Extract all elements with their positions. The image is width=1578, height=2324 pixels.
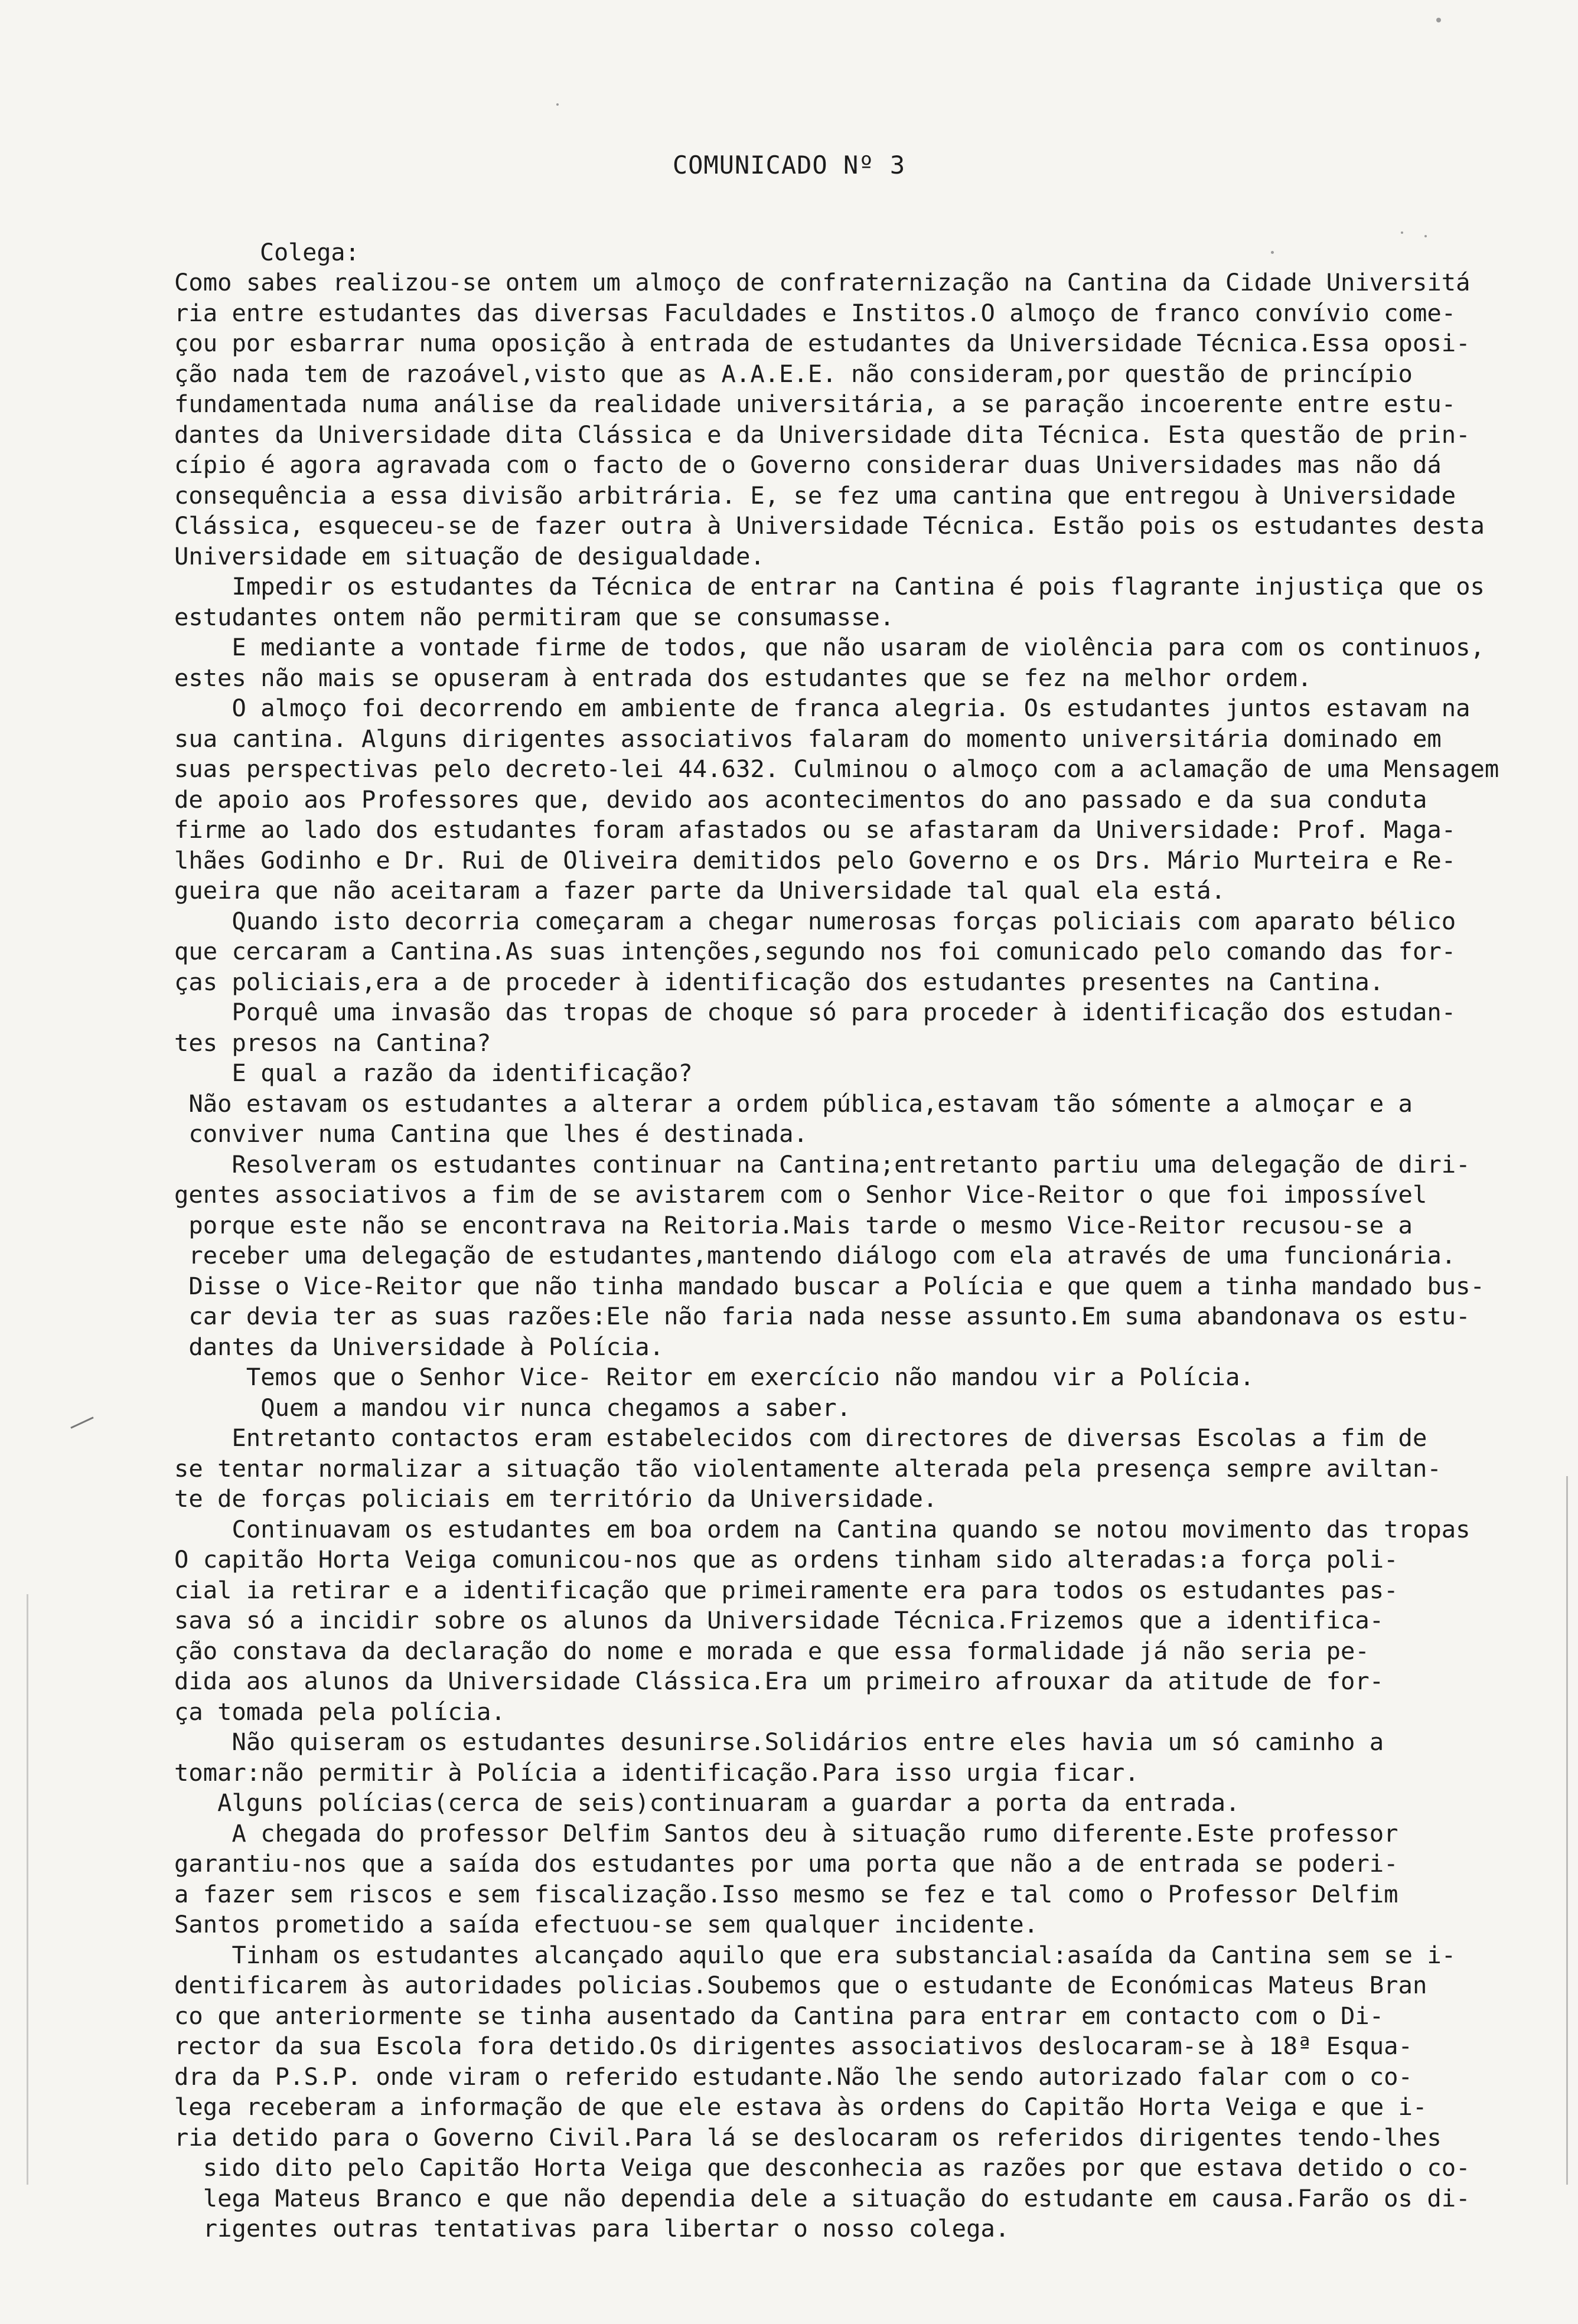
text-line: A chegada do professor Delfim Santos deu à situação rumo diferente.Este professor — [174, 1819, 1398, 1848]
text-line: porque este não se encontrava na Reitoria.Mais tarde o mesmo Vice-Reitor recusou-se a — [174, 1210, 1413, 1239]
scan-speck — [1271, 251, 1274, 254]
scan-speck — [556, 103, 559, 106]
text-line: lega receberam a informação de que ele estava às ordens do Capitão Horta Veiga e que i- — [174, 2093, 1427, 2121]
binding-edge — [27, 1594, 28, 2185]
text-line: consequência a essa divisão arbitrária. E, se fez uma cantina que entregou à Universidade — [174, 481, 1456, 510]
document-body — [174, 267, 1550, 2244]
text-line: estes não mais se opuseram à entrada dos estudantes que se fez na melhor ordem. — [174, 663, 1312, 692]
text-line: Continuavam os estudantes em boa ordem na Cantina quando se notou movimento das tropas — [174, 1514, 1471, 1543]
text-line: car devia ter as suas razões:Ele não faria nada nesse assunto.Em suma abandonava os estu- — [174, 1302, 1471, 1330]
text-line: garantiu-nos que a saída dos estudantes por uma porta que não a de entrada se poderi- — [174, 1849, 1398, 1878]
text-line: cial ia retirar e a identificação que primeiramente era para todos os estudantes pas- — [174, 1575, 1398, 1604]
text-line: co que anteriormente se tinha ausentado da Cantina para entrar em contacto com o Di- — [174, 2001, 1384, 2030]
text-line: fundamentada numa análise da realidade universitária, a se paração incoerente entre estu- — [174, 390, 1456, 418]
document-title: COMUNICADO Nº 3 — [672, 151, 906, 179]
text-line: se tentar normalizar a situação tão violentamente alterada pela presença sempre aviltan- — [174, 1454, 1442, 1483]
text-line: dantes da Universidade dita Clássica e da Universidade dita Técnica. Esta questão de prin- — [174, 420, 1471, 449]
text-line: Alguns polícias(cerca de seis)continuaram a guardar a porta da entrada. — [174, 1788, 1240, 1817]
text-line: Disse o Vice-Reitor que não tinha mandado buscar a Polícia e que quem a tinha mandado bus- — [174, 1271, 1485, 1300]
text-line: Temos que o Senhor Vice- Reitor em exercício não mandou vir a Polícia. — [174, 1363, 1254, 1391]
text-line: Universidade em situação de desigualdade. — [174, 541, 765, 570]
text-line: dida aos alunos da Universidade Clássica.Era um primeiro afrouxar da atitude de for- — [174, 1667, 1384, 1695]
text-line: ção nada tem de razoável,visto que as A.A.E.E. não consideram,por questão de princípio — [174, 359, 1413, 388]
text-line: Não estavam os estudantes a alterar a ordem pública,estavam tão sómente a almoçar e a — [174, 1089, 1413, 1118]
text-line: tes presos na Cantina? — [174, 1028, 491, 1057]
text-line: sua cantina. Alguns dirigentes associativos falaram do momento universitária dominado em — [174, 724, 1442, 753]
text-line: receber uma delegação de estudantes,mantendo diálogo com ela através de uma funcionária. — [174, 1241, 1456, 1269]
text-line: estudantes ontem não permitiram que se consumasse. — [174, 602, 895, 631]
text-line: gueira que não aceitaram a fazer parte da Universidade tal qual ela está. — [174, 876, 1225, 905]
text-line: lhães Godinho e Dr. Rui de Oliveira demitidos pelo Governo e os Drs. Mário Murteira e Re- — [174, 846, 1456, 874]
text-line: rector da sua Escola fora detido.Os dirigentes associativos deslocaram-se à 18ª Esqua- — [174, 2032, 1413, 2060]
text-line: a fazer sem riscos e sem fiscalização.Isso mesmo se fez e tal como o Professor Delfim — [174, 1879, 1398, 1908]
text-line: Não quiseram os estudantes desunirse.Solidários entre eles havia um só caminho a — [174, 1728, 1384, 1756]
text-line: conviver numa Cantina que lhes é destinada. — [174, 1119, 808, 1148]
text-line: Clássica, esqueceu-se de fazer outra à Universidade Técnica. Estão pois os estudantes desta — [174, 511, 1485, 540]
text-line: ça tomada pela polícia. — [174, 1697, 506, 1726]
text-line: ria detido para o Governo Civil.Para lá se deslocaram os referidos dirigentes tendo-lhes — [174, 2123, 1442, 2152]
text-line: çou por esbarrar numa oposição à entrada de estudantes da Universidade Técnica.Essa oposi- — [174, 329, 1471, 357]
text-line: suas perspectivas pelo decreto-lei 44.632. Culminou o almoço com a aclamação de uma Mensagem — [174, 755, 1499, 783]
text-line: cípio é agora agravada com o facto de o Governo considerar duas Universidades mas não dá — [174, 451, 1442, 479]
text-line: ças policiais,era a de proceder à identificação dos estudantes presentes na Cantina. — [174, 967, 1384, 996]
scan-speck — [1424, 235, 1427, 237]
text-line: Resolveram os estudantes continuar na Cantina;entretanto partiu uma delegação de diri- — [174, 1150, 1471, 1179]
text-line: dentificarem às autoridades policias.Soubemos que o estudante de Económicas Mateus Bran — [174, 1971, 1427, 1999]
binding-edge — [1566, 1476, 1568, 2185]
text-line: Santos prometido a saída efectuou-se sem qualquer incidente. — [174, 1910, 1038, 1938]
text-line: sido dito pelo Capitão Horta Veiga que desconhecia as razões por que estava detido o co- — [174, 2153, 1471, 2182]
text-line: rigentes outras tentativas para libertar o nosso colega. — [174, 2214, 1010, 2243]
text-line: Entretanto contactos eram estabelecidos com directores de diversas Escolas a fim de — [174, 1424, 1427, 1452]
text-line: dra da P.S.P. onde viram o referido estudante.Não lhe sendo autorizado falar com o co- — [174, 2062, 1413, 2091]
scan-speck — [1401, 231, 1403, 234]
text-line: dantes da Universidade à Polícia. — [174, 1332, 664, 1361]
text-line: te de forças policiais em território da Universidade. — [174, 1484, 938, 1513]
salutation: Colega: — [260, 239, 360, 266]
text-line: E qual a razão da identificação? — [174, 1059, 693, 1087]
text-line: ria entre estudantes das diversas Faculdades e Institos.O almoço de franco convívio come- — [174, 298, 1456, 327]
scan-speck — [1436, 18, 1441, 22]
text-line: E mediante a vontade firme de todos, que não usaram de violência para com os continuos, — [174, 633, 1485, 661]
text-line: gentes associativos a fim de se avistarem com o Senhor Vice-Reitor o que foi impossível — [174, 1180, 1427, 1209]
text-line: de apoio aos Professores que, devido aos acontecimentos do ano passado e da sua conduta — [174, 785, 1427, 814]
text-line: Impedir os estudantes da Técnica de entrar na Cantina é pois flagrante injustiça que os — [174, 572, 1485, 600]
text-line: Quando isto decorria começaram a chegar numerosas forças policiais com aparato bélico — [174, 906, 1456, 935]
text-line: Como sabes realizou-se ontem um almoço de confraternização na Cantina da Cidade Universitá — [174, 268, 1471, 296]
text-line: ção constava da declaração do nome e morada e que essa formalidade já não seria pe- — [174, 1636, 1370, 1665]
margin-mark — [70, 1416, 93, 1428]
text-line: Quem a mandou vir nunca chegamos a saber. — [174, 1393, 852, 1422]
text-line: Porquê uma invasão das tropas de choque só para proceder à identificação dos estudan- — [174, 998, 1456, 1026]
text-line: firme ao lado dos estudantes foram afastados ou se afastaram da Universidade: Prof. Maga- — [174, 815, 1456, 844]
text-line: sava só a incidir sobre os alunos da Universidade Técnica.Frizemos que a identifica- — [174, 1606, 1384, 1634]
text-line: O almoço foi decorrendo em ambiente de franca alegria. Os estudantes juntos estavam na — [174, 694, 1471, 722]
text-line: lega Mateus Branco e que não dependia dele a situação do estudante em causa.Farão os di- — [174, 2183, 1471, 2212]
text-line: O capitão Horta Veiga comunicou-nos que as ordens tinham sido alteradas:a força poli- — [174, 1545, 1398, 1574]
text-line: tomar:não permitir à Polícia a identificação.Para isso urgia ficar. — [174, 1758, 1139, 1787]
text-line: que cercaram a Cantina.As suas intenções,segundo nos foi comunicado pelo comando das for- — [174, 937, 1456, 965]
text-line: Tinham os estudantes alcançado aquilo que era substancial:asaída da Cantina sem se i- — [174, 1940, 1456, 1969]
